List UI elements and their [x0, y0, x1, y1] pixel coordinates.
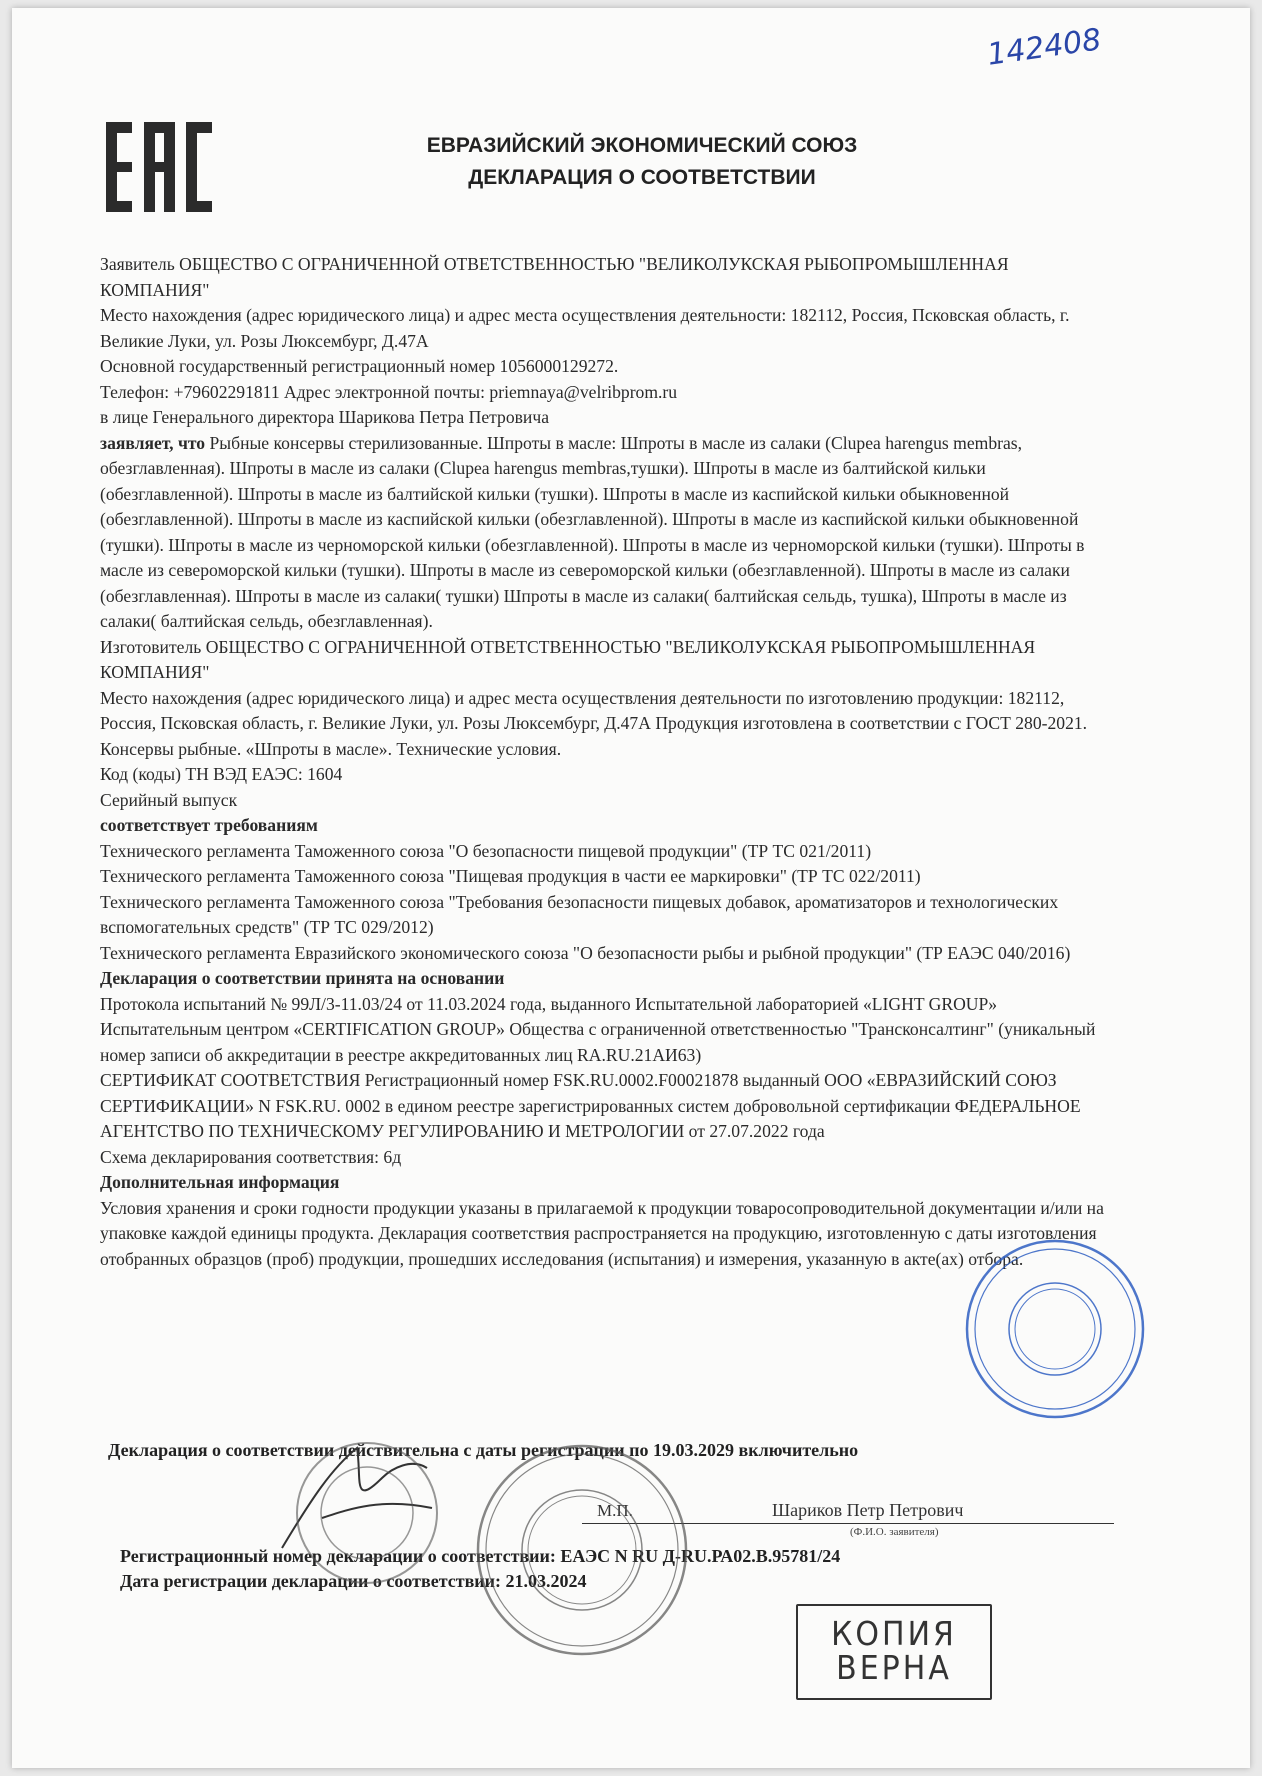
copy-stamp-line2: ВЕРНА: [836, 1649, 952, 1688]
applicant-address: Место нахождения (адрес юридического лица) и адрес места осуществления деятельности: 182112, Россия, Псковская область, г. Великие Луки, ул. Розы Люксембург, Д.47А: [100, 305, 1070, 351]
requirement-item: Технического регламента Таможенного союза "Требования безопасности пищевых добавок, ароматизаторов и технологических вспомогательных средств" (ТР ТС 029/2012): [100, 891, 1059, 937]
applicant-contacts: Телефон: +79602291811 Адрес электронной почты: priemnaya@velribprom.ru: [100, 381, 678, 402]
certification-seal-icon: [472, 1440, 692, 1660]
applicant-ogrn: Основной государственный регистрационный номер 1056000129272.: [100, 356, 619, 376]
requirement-item: Технического регламента Таможенного союза "Пищевая продукция в части ее маркировки" (ТР ТС 022/2011): [100, 866, 921, 886]
document-header: [352, 130, 932, 194]
header-union: ЕВРАЗИЙСКИЙ ЭКОНОМИЧЕСКИЙ СОЮЗ: [426, 134, 858, 157]
manufacturer-name: ОБЩЕСТВО С ОГРАНИЧЕННОЙ ОТВЕТСТВЕННОСТЬЮ "ВЕЛИКОЛУКСКАЯ РЫБОПРОМЫШЛЕННАЯ КОМПАНИЯ": [100, 636, 1036, 682]
batch-type: Серийный выпуск: [100, 789, 238, 810]
company-seal-icon: [292, 1438, 442, 1588]
validity-statement: Декларация о соответствии действительна с даты регистрации по 19.03.2029 включительно: [108, 1440, 859, 1460]
eac-logo-icon: [104, 118, 216, 216]
copy-stamp-line1: КОПИЯ: [831, 1615, 957, 1654]
applicant-representative: в лице Генерального директора Шарикова Петра Петровича: [100, 407, 550, 427]
handwritten-number: 142408: [985, 22, 1104, 73]
manufacturer-label: Изготовитель: [100, 636, 202, 657]
applicant-line: [100, 252, 1118, 303]
requirements-heading: соответствует требованиям: [100, 815, 318, 835]
applicant-name: ОБЩЕСТВО С ОГРАНИЧЕННОЙ ОТВЕТСТВЕННОСТЬЮ "ВЕЛИКОЛУКСКАЯ РЫБОПРОМЫШЛЕННАЯ КОМПАНИЯ": [100, 254, 1009, 300]
seal-place-label: М.П.: [597, 1501, 633, 1520]
additional-heading: Дополнительная информация: [100, 1172, 340, 1192]
signatory-name: Шариков Петр Петрович: [772, 1500, 964, 1520]
declaration-scheme: Схема декларирования соответствия: 6д: [100, 1146, 402, 1167]
registration-number: Регистрационный номер декларации о соответствии: ЕАЭС N RU Д-RU.РА02.В.95781/24: [120, 1546, 841, 1566]
tn-ved-code: Код (коды) ТН ВЭД ЕАЭС: 1604: [100, 764, 343, 784]
signatory-caption: (Ф.И.О. заявителя): [850, 1526, 939, 1538]
requirement-item: Технического регламента Евразийского экономического союза "О безопасности рыбы и рыбной продукции" (ТР ЕАЭС 040/2016): [100, 942, 1071, 963]
manufacturer-address: Место нахождения (адрес юридического лица) и адрес места осуществления деятельности по изготовлению продукции: 182112, Россия, Псковская область, г. Великие Луки, ул. Розы Люксембург, Д.47А Продукция изготовлена в соответствии с ГОСТ 280-2021. Консервы рыбные. «Шпроты в масле». Технические условия.: [100, 687, 1088, 759]
header-title: ДЕКЛАРАЦИЯ О СООТВЕТСТВИИ: [468, 166, 816, 189]
basis-protocol: Протокола испытаний № 99Л/3-11.03/24 от 11.03.2024 года, выданного Испытательной лабораторией «LIGHT GROUP» Испытательным центром «CERTIFICATION GROUP» Общества с ограниченной ответственностью "Трансконсалтинг" (уникальный номер записи об аккредитации в реестре аккредитованных лиц RA.RU.21АИ63): [100, 993, 1096, 1065]
declares-label: заявляет, что: [100, 432, 206, 453]
blue-seal-icon: [960, 1234, 1150, 1424]
applicant-label: Заявитель: [100, 254, 175, 274]
document-page: [12, 8, 1250, 1768]
basis-certificate: СЕРТИФИКАТ СООТВЕТСТВИЯ Регистрационный номер FSK.RU.0002.F00021878 выданный ООО «ЕВРАЗИЙСКИЙ СОЮЗ СЕРТИФИКАЦИИ» N FSK.RU. 0002 в едином реестре зарегистрированных систем добровольной сертификации ФЕДЕРАЛЬНОЕ АГЕНТСТВО ПО ТЕХНИЧЕСКОМУ РЕГУЛИРОВАНИЮ И МЕТРОЛОГИИ от 27.07.2022 года: [100, 1070, 1081, 1141]
declaration-body: [100, 252, 1118, 1272]
declares-paragraph: [100, 431, 1118, 635]
additional-info: Условия хранения и сроки годности продукции указаны в прилагаемой к продукции товаросопроводительной документации и/или на упаковке каждой единицы продукта. Декларация соответствия распространяется на продукцию, изготовленную с даты изготовления отобранных образцов (проб) продукции, прошедших исследования (испытания) и измерения, указанную в акте(ах) отбора.: [100, 1197, 1104, 1269]
product-description: Рыбные консервы стерилизованные. Шпроты в масле: Шпроты в масле из салаки (Clupea harengus membras, обезглавленная). Шпроты в масле из салаки (Clupea harengus membras,тушки). Шпроты в масле из балтийской кильки (обезглавленной). Шпроты в масле из балтийской кильки (тушки). Шпроты в масле из каспийской кильки обыкновенной (обезглавленной). Шпроты в масле из каспийской кильки (обезглавленной). Шпроты в масле из каспийской кильки обыкновенной (тушки). Шпроты в масле из черноморской кильки (обезглавленной). Шпроты в масле из черноморской кильки (тушки). Шпроты в масле из североморской кильки (тушки). Шпроты в масле из североморской кильки (обезглавленной). Шпроты в масле из салаки (обезглавленная). Шпроты в масле из салаки( тушки) Шпроты в масле из салаки( балтийская сельдь, тушка), Шпроты в масле из салаки( балтийская сельдь, обезглавленная).: [100, 432, 1085, 631]
copy-certified-stamp: [796, 1604, 992, 1700]
manufacturer-line: [100, 635, 1118, 686]
requirement-item: Технического регламента Таможенного союза "О безопасности пищевой продукции" (ТР ТС 021/2011): [100, 840, 872, 861]
basis-heading: Декларация о соответствии принята на основании: [100, 968, 505, 988]
registration-date: Дата регистрации декларации о соответствии: 21.03.2024: [120, 1571, 587, 1591]
